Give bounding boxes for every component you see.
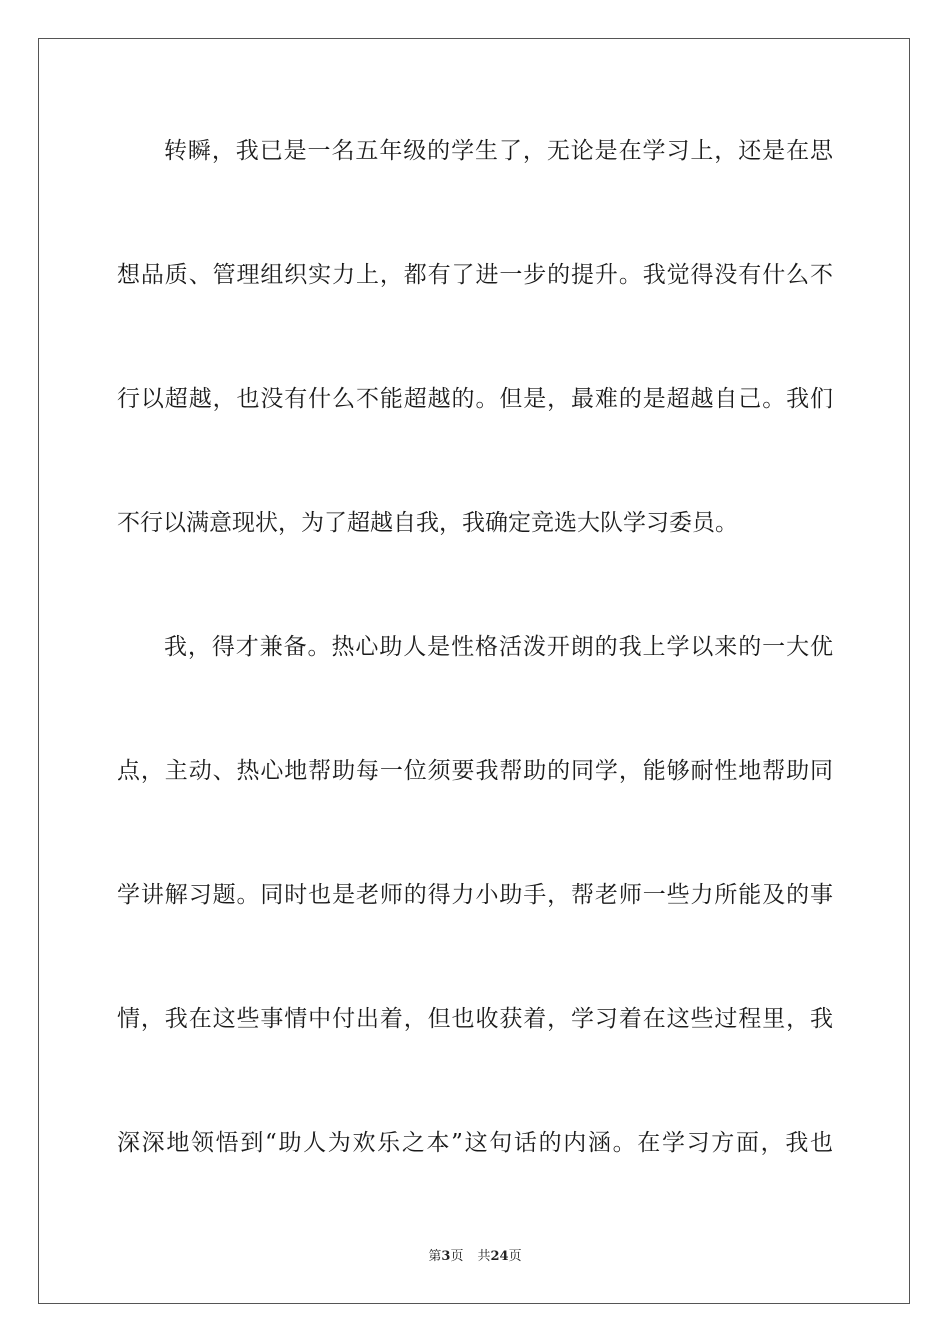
- paragraph-2-line-4: 情，我在这些事情中付出着，但也收获着，学习着在这些过程里，我: [117, 1006, 833, 1032]
- paragraph-2-line-1: 我，得才兼备。热心助人是性格活泼开朗的我上学以来的一大优: [164, 634, 833, 660]
- paragraph-2-line-5: 深深地领悟到“助人为欢乐之本”这句话的内涵。在学习方面，我也: [117, 1130, 833, 1156]
- page-border: [38, 38, 910, 1304]
- paragraph-1-line-4: 不行以满意现状，为了超越自我，我确定竞选大队学习委员。: [117, 510, 738, 536]
- paragraph-1-line-1: 转瞬，我已是一名五年级的学生了，无论是在学习上，还是在思: [164, 138, 833, 164]
- page-suffix: 页: [450, 1249, 464, 1264]
- page-footer: [0, 1248, 950, 1266]
- total-pages: 24: [490, 1249, 509, 1264]
- paragraph-2-line-2: 点，主动、热心地帮助每一位须要我帮助的同学，能够耐性地帮助同: [117, 758, 833, 784]
- paragraph-1-line-3: 行以超越，也没有什么不能超越的。但是，最难的是超越自己。我们: [117, 386, 833, 412]
- total-suffix: 页: [508, 1249, 522, 1264]
- page-number: 3: [441, 1249, 451, 1264]
- paragraph-2-line-3: 学讲解习题。同时也是老师的得力小助手，帮老师一些力所能及的事: [117, 882, 833, 908]
- paragraph-1-line-2: 想品质、管理组织实力上，都有了进一步的提升。我觉得没有什么不: [117, 262, 833, 288]
- page-prefix: 第: [428, 1249, 442, 1264]
- total-prefix: 共: [477, 1249, 491, 1264]
